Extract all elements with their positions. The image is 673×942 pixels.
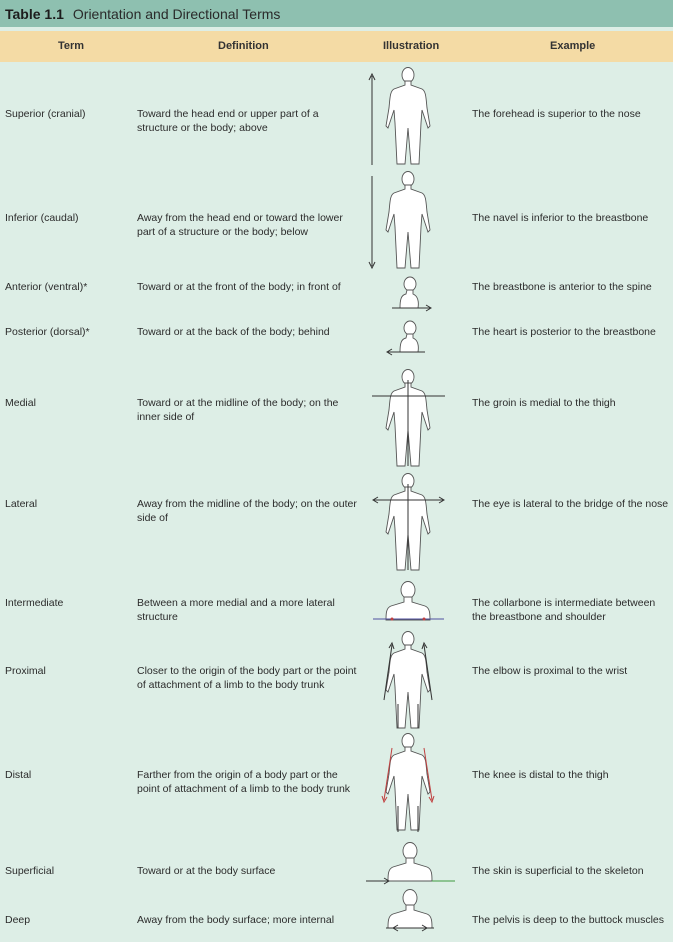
table-number: Table 1.1 [5,5,64,22]
definition-inferior: Away from the head end or toward the lower part of a structure or the body; below [137,212,343,238]
header-example: Example [550,40,596,52]
term-proximal: Proximal [5,665,46,677]
example-superficial: The skin is superficial to the skeleton [472,865,644,877]
definition-deep: Away from the body surface; more internal [137,914,335,926]
anterior-illustration-icon [392,277,431,311]
example-distal: The knee is distal to the thigh [472,769,609,781]
example-intermediate: The collarbone is intermediate between the breastbone and shoulder [472,597,656,623]
example-proximal: The elbow is proximal to the wrist [472,665,628,677]
table-title: Orientation and Directional Terms [72,5,281,22]
distal-illustration-icon [382,734,434,833]
example-deep: The pelvis is deep to the buttock muscles [472,914,665,926]
proximal-illustration-icon [384,632,432,729]
term-medial: Medial [5,397,36,409]
superficial-illustration-icon [366,843,455,885]
header-term: Term [58,40,85,52]
posterior-illustration-icon [387,321,425,355]
example-medial: The groin is medial to the thigh [472,397,616,409]
definition-superficial: Toward or at the body surface [137,865,276,877]
header-illustration: Illustration [383,40,440,52]
example-inferior: The navel is inferior to the breastbone [472,212,649,224]
example-superior: The forehead is superior to the nose [472,108,641,120]
inferior-illustration-icon [369,172,430,269]
term-distal: Distal [5,769,32,781]
example-anterior: The breastbone is anterior to the spine [472,281,652,293]
example-lateral: The eye is lateral to the bridge of the nose [472,498,669,510]
superior-illustration-icon [369,68,430,166]
definition-posterior: Toward or at the back of the body; behind [137,326,330,338]
term-anterior: Anterior (ventral)* [5,281,88,293]
definition-anterior: Toward or at the front of the body; in front of [137,281,341,293]
header-definition: Definition [218,40,269,52]
term-intermediate: Intermediate [5,597,64,609]
definition-medial: Toward or at the midline of the body; on the inner side of [137,397,339,423]
deep-illustration-icon [386,890,434,932]
definition-distal: Farther from the origin of a body part or the point of attachment of a limb to the body trunk [137,769,351,795]
medial-illustration-icon [372,370,445,467]
term-deep: Deep [5,914,31,926]
definition-lateral: Away from the midline of the body; on the outer side of [137,498,357,524]
definition-intermediate: Between a more medial and a more lateral structure [137,597,335,623]
term-superior: Superior (cranial) [5,108,86,120]
intermediate-illustration-icon [373,582,444,621]
definition-proximal: Closer to the origin of the body part or the point of attachment of a limb to the body trunk [137,665,357,691]
term-posterior: Posterior (dorsal)* [5,326,90,338]
term-lateral: Lateral [5,498,38,510]
example-posterior: The heart is posterior to the breastbone [472,326,656,338]
definition-superior: Toward the head end or upper part of a structure or the body; above [137,108,319,134]
term-superficial: Superficial [5,865,55,877]
lateral-illustration-icon [373,474,444,571]
term-inferior: Inferior (caudal) [5,212,79,224]
